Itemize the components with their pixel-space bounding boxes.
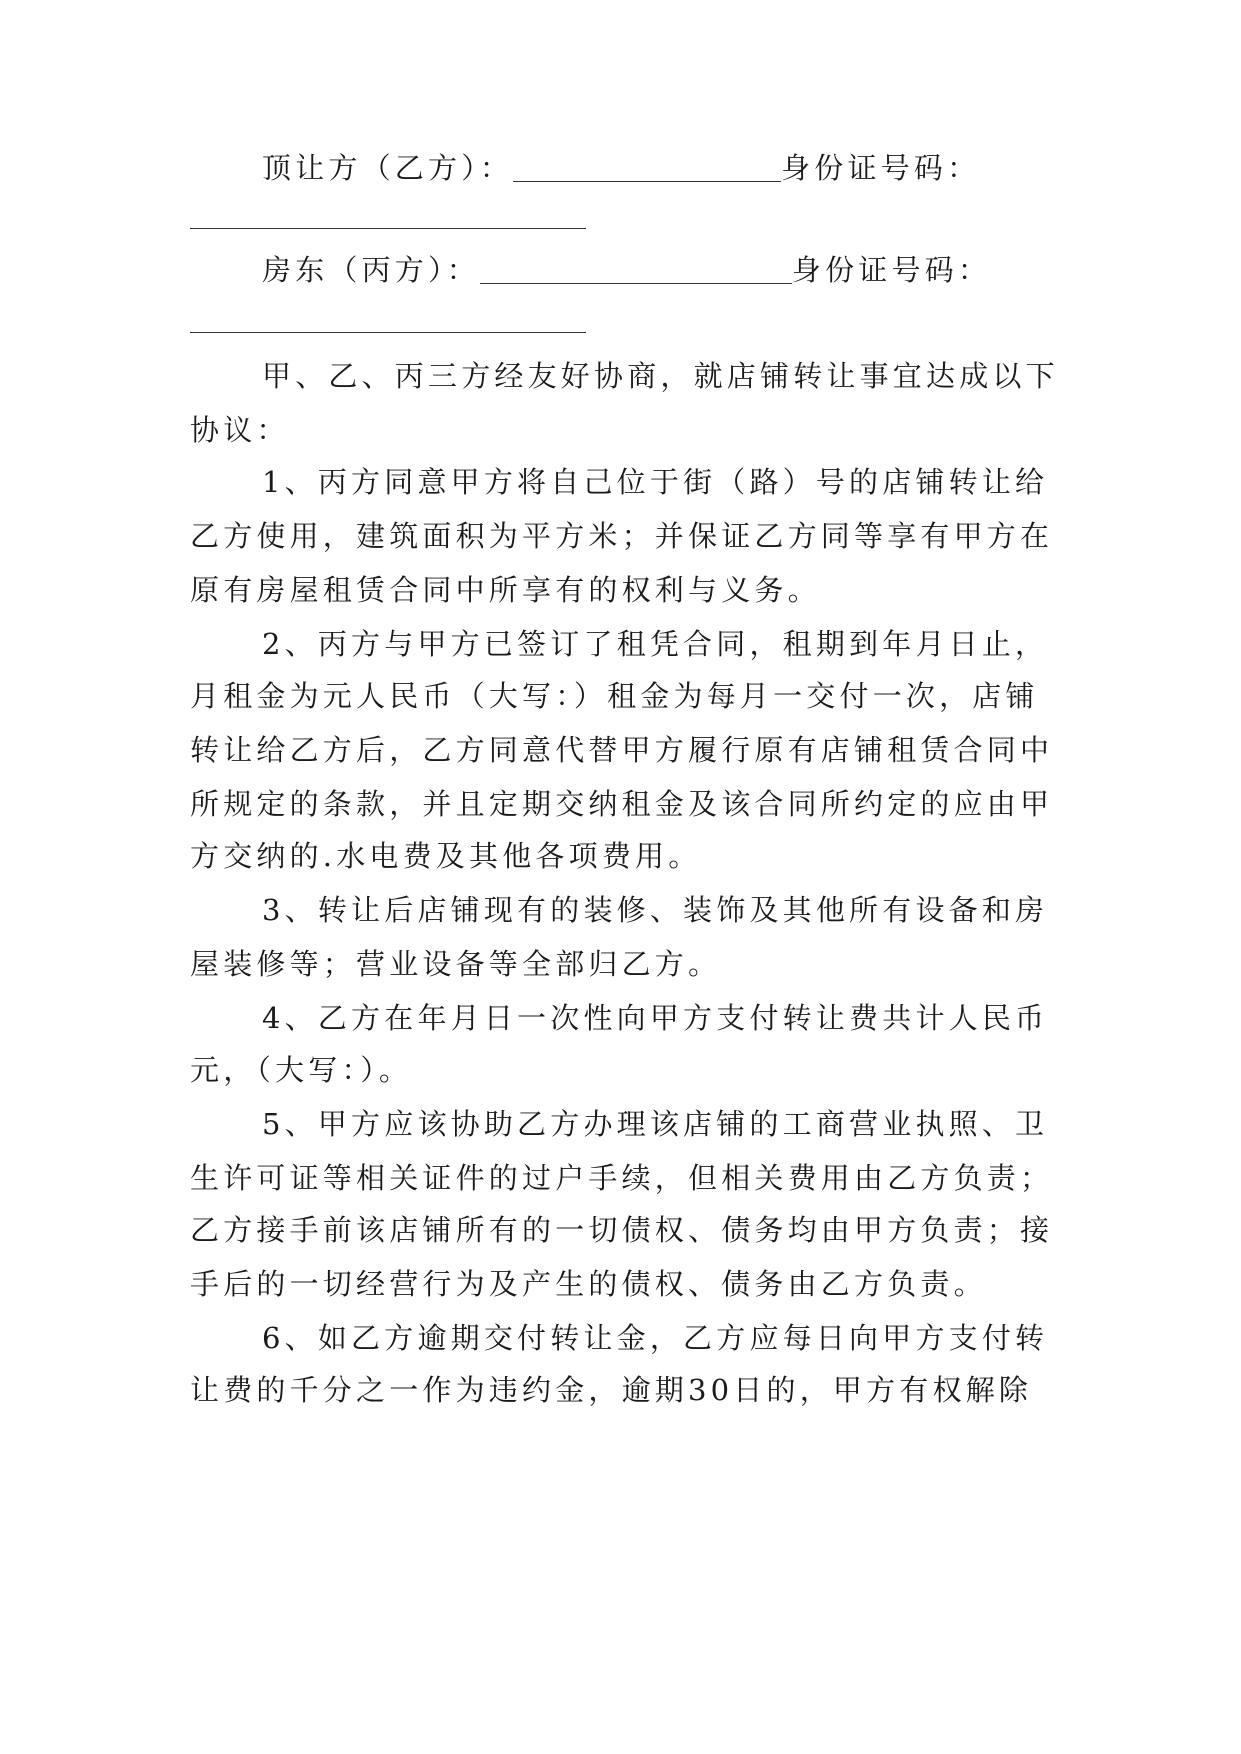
clause5-line-2: 生许可证等相关证件的过户手续，但相关费用由乙方负责；	[190, 1161, 1054, 1195]
party-c-label: 房东（丙方）：	[262, 253, 480, 287]
party-b-line	[262, 148, 1122, 188]
clause1-line-3: 原有房屋租赁合同中所享有的权利与义务。	[190, 573, 821, 607]
intro-line-2: 协议：	[190, 413, 290, 447]
party-c-line	[262, 250, 1122, 290]
clause5-line-1: 5、甲方应该协助乙方办理该店铺的工商营业执照、卫	[262, 1107, 1049, 1141]
clause3-line-2: 屋装修等；营业设备等全部归乙方。	[190, 947, 722, 981]
clause2-line-1: 2、丙方与甲方已签订了租凭合同，租期到年月日止，	[262, 627, 1049, 661]
clause2-line-4: 所规定的条款，并且定期交纳租金及该合同所约定的应由甲	[190, 787, 1054, 821]
clause6-line-1: 6、如乙方逾期交付转让金，乙方应每日向甲方支付转	[262, 1321, 1049, 1355]
intro-line-1: 甲、乙、丙三方经友好协商，就店铺转让事宜达成以下	[262, 359, 1059, 393]
party-b-label: 顶让方（乙方）：	[262, 151, 514, 185]
clause6-line-2: 让费的千分之一作为违约金，逾期30日的，甲方有权解除	[190, 1373, 1033, 1407]
clause1-line-1: 1、丙方同意甲方将自己位于街（路）号的店铺转让给	[262, 465, 1049, 499]
party-c-name-blank	[480, 283, 792, 284]
party-b-name-blank	[513, 181, 781, 182]
party-c-id-label: 身份证号码：	[791, 253, 992, 287]
clause4-line-2: 元，（大写：）。	[190, 1053, 413, 1087]
clause5-line-4: 手后的一切经营行为及产生的债权、债务由乙方负责。	[190, 1267, 987, 1301]
clause2-line-2: 月租金为元人民币（大写：）租金为每月一交付一次，店铺	[190, 679, 1039, 713]
party-b-id-blank	[190, 228, 586, 229]
clause1-line-2: 乙方使用，建筑面积为平方米；并保证乙方同等享有甲方在	[190, 519, 1054, 553]
clause5-line-3: 乙方接手前该店铺所有的一切债权、债务均由甲方负责；接	[190, 1213, 1054, 1247]
clause2-line-3: 转让给乙方后，乙方同意代替甲方履行原有店铺租赁合同中	[190, 733, 1054, 767]
clause4-line-1: 4、乙方在年月日一次性向甲方支付转让费共计人民币	[262, 1001, 1049, 1035]
party-c-id-blank	[190, 332, 586, 333]
clause2-line-5: 方交纳的.水电费及其他各项费用。	[190, 839, 702, 873]
party-b-id-label: 身份证号码：	[781, 151, 981, 185]
clause3-line-1: 3、转让后店铺现有的装修、装饰及其他所有设备和房	[262, 893, 1049, 927]
